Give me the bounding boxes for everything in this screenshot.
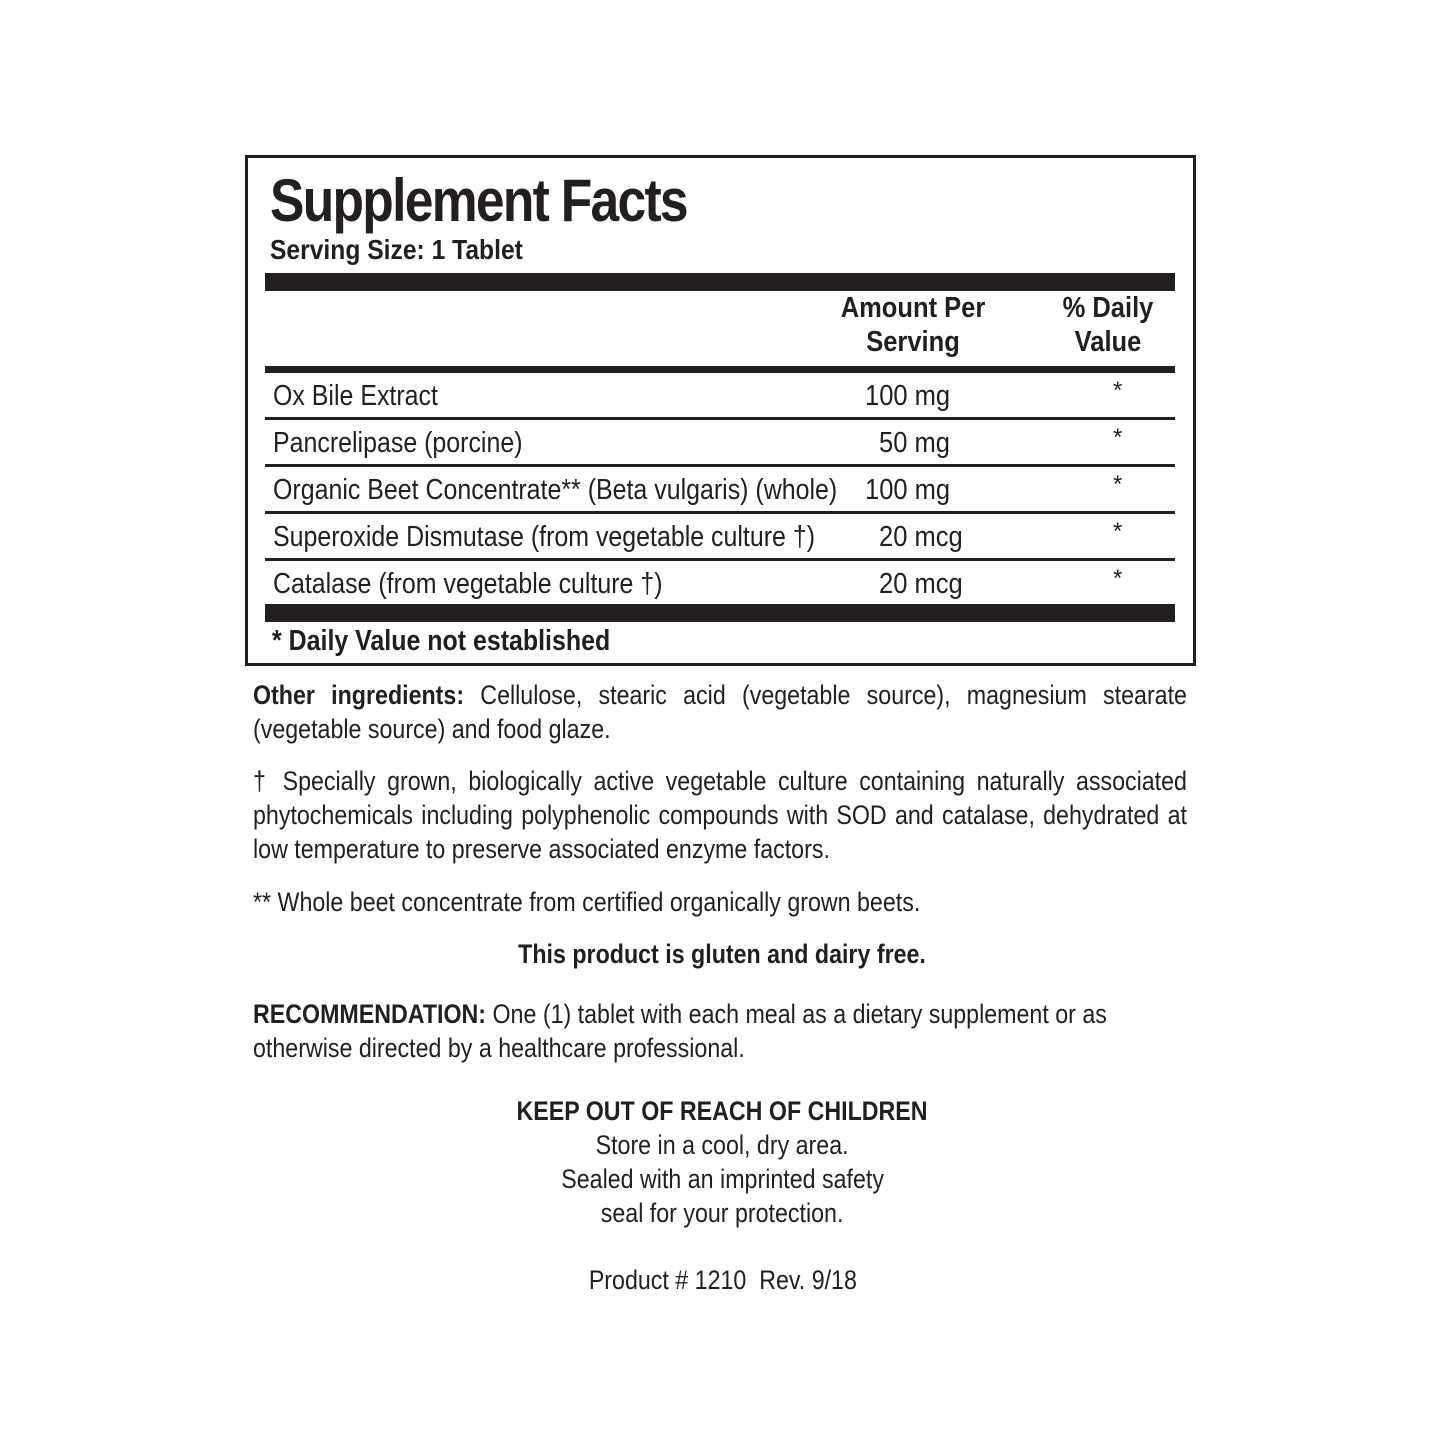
- facts-title: Supplement Facts: [270, 167, 687, 234]
- ingredient-daily-value: *: [1113, 565, 1123, 592]
- dv-header-line1: % Daily: [1062, 292, 1154, 324]
- ingredient-amount: 20 mcg: [879, 521, 963, 553]
- keep-out-text: KEEP OUT OF REACH OF CHILDREN: [516, 1096, 929, 1126]
- other-ingredients-text: Cellulose, stearic acid (vegetable source), magnesium stearate (vegetable source) and food glaze.: [253, 680, 1187, 744]
- dv-header-line2: Value: [1074, 326, 1142, 358]
- safety-seal-line-2: [0, 1196, 1445, 1230]
- amount-column-header: [823, 291, 1003, 359]
- ingredient-name: Pancrelipase (porcine): [273, 427, 523, 459]
- supplement-facts-panel: [245, 155, 1196, 666]
- daily-value-column-header: [1038, 291, 1178, 359]
- top-divider-bar: [265, 273, 1175, 291]
- ingredient-row: [265, 467, 1175, 514]
- ingredient-amount: 50 mg: [879, 427, 950, 459]
- daily-value-footnote: * Daily Value not established: [272, 625, 611, 657]
- gluten-dairy-free-statement: [0, 937, 1445, 971]
- amount-header-line1: Amount Per: [840, 292, 986, 324]
- other-ingredients: [253, 678, 1187, 746]
- recommendation-text: One (1) tablet with each meal as a dietary supplement or as otherwise directed by a healthcare professional.: [253, 999, 1107, 1063]
- product-number: [0, 1263, 1445, 1297]
- safety-seal-line-1: [0, 1162, 1445, 1196]
- ingredient-amount: 100 mg: [865, 474, 951, 506]
- ingredient-name: Ox Bile Extract: [273, 380, 438, 412]
- other-ingredients-label: Other ingredients:: [253, 680, 465, 710]
- product-number-text: Product # 1210 Rev. 9/18: [588, 1265, 857, 1295]
- bottom-divider-bar: [265, 604, 1175, 622]
- ingredient-daily-value: *: [1113, 471, 1123, 498]
- ingredient-amount: 20 mcg: [879, 568, 963, 600]
- keep-out-warning: [0, 1094, 1445, 1128]
- vegetable-culture-note: † Specially grown, biologically active vegetable culture containing naturally associated phytochemicals including polyphenolic compounds with SOD and catalase, dehydrated at low temperature to preserve associated enzyme factors.: [253, 766, 1187, 864]
- storage-instruction: [0, 1128, 1445, 1162]
- recommendation-label: RECOMMENDATION:: [253, 999, 487, 1029]
- ingredient-daily-value: *: [1113, 424, 1123, 451]
- ingredient-daily-value: *: [1113, 377, 1123, 404]
- ingredient-row: [265, 561, 1175, 605]
- sealed-text-2: seal for your protection.: [601, 1198, 844, 1228]
- ingredient-row: [265, 420, 1175, 467]
- ingredient-row: [265, 514, 1175, 561]
- ingredient-daily-value: *: [1113, 518, 1123, 545]
- amount-header-line2: Serving: [866, 326, 960, 358]
- ingredient-name: Catalase (from vegetable culture †): [273, 568, 663, 600]
- beet-concentrate-note: ** Whole beet concentrate from certified organically grown beets.: [253, 887, 921, 917]
- ingredient-row: [265, 373, 1175, 420]
- recommendation: [253, 997, 1187, 1065]
- ingredient-rows: [265, 373, 1175, 605]
- gluten-statement-text: This product is gluten and dairy free.: [518, 939, 927, 969]
- serving-size: Serving Size: 1 Tablet: [270, 234, 523, 265]
- storage-text: Store in a cool, dry area.: [596, 1130, 849, 1160]
- header-divider-bar: [265, 366, 1175, 373]
- ingredient-name: Organic Beet Concentrate** (Beta vulgaris) (whole): [273, 474, 838, 506]
- sealed-text-1: Sealed with an imprinted safety: [561, 1164, 884, 1194]
- ingredient-amount: 100 mg: [865, 380, 951, 412]
- ingredient-name: Superoxide Dismutase (from vegetable culture †): [273, 521, 816, 553]
